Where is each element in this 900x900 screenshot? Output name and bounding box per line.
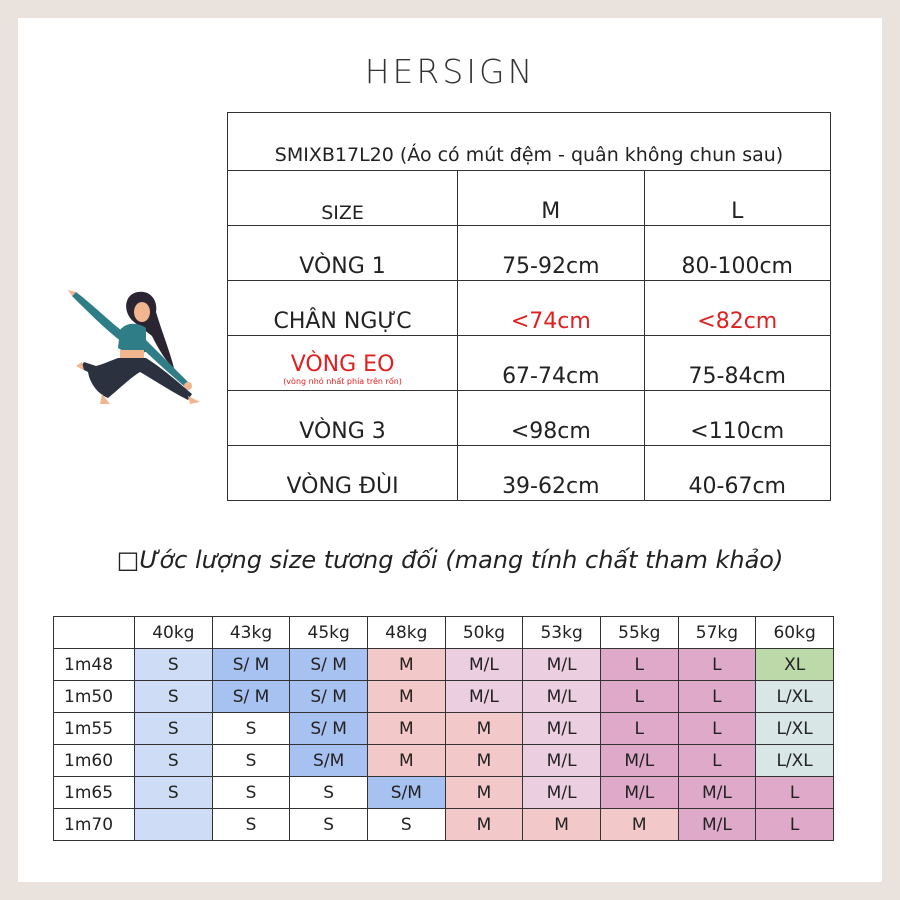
estimate-size-cell: M [445, 713, 523, 745]
spec-row-l: <110cm [644, 391, 831, 446]
size-estimate-table [53, 616, 834, 841]
spec-row-m: 67-74cm [458, 336, 644, 391]
spec-header-size: SIZE [228, 171, 458, 226]
estimate-size-cell: M [367, 681, 445, 713]
estimate-size-cell: S [135, 713, 213, 745]
estimate-size-cell: L [756, 777, 834, 809]
estimate-size-cell: M [367, 713, 445, 745]
estimate-weight-header: 53kg [523, 617, 601, 649]
spec-row-m: <74cm [458, 281, 644, 336]
estimate-weight-header: 45kg [290, 617, 368, 649]
estimate-size-cell: S/ M [212, 649, 290, 681]
estimate-height-label: 1m48 [54, 649, 135, 681]
estimate-size-cell: M/L [523, 681, 601, 713]
estimate-size-cell: S [135, 777, 213, 809]
estimate-size-cell: M [367, 745, 445, 777]
spec-row [228, 446, 831, 501]
estimate-size-cell: M [600, 809, 678, 841]
estimate-row [54, 809, 834, 841]
spec-row-label: VÒNG ĐÙI [228, 446, 458, 501]
spec-row-l: <82cm [644, 281, 831, 336]
spec-row-label-cell [228, 336, 458, 391]
brand-logo: HERSIGN [364, 52, 536, 91]
estimate-size-cell: M/L [600, 777, 678, 809]
estimate-size-cell: L/XL [756, 681, 834, 713]
estimate-size-cell: M [445, 745, 523, 777]
estimate-weight-header: 50kg [445, 617, 523, 649]
estimate-size-cell: S [290, 777, 368, 809]
estimate-size-cell: L/XL [756, 745, 834, 777]
estimate-row [54, 777, 834, 809]
spec-row [228, 281, 831, 336]
estimate-size-cell: S/ M [290, 681, 368, 713]
estimate-size-cell: L [756, 809, 834, 841]
estimate-height-label: 1m60 [54, 745, 135, 777]
estimate-size-cell: M/L [523, 777, 601, 809]
estimate-size-cell: S [290, 809, 368, 841]
estimate-size-cell: S [135, 745, 213, 777]
spec-row-m: 39-62cm [458, 446, 644, 501]
spec-title-row [228, 113, 831, 171]
estimate-size-cell: S [212, 777, 290, 809]
estimate-size-cell: L [678, 681, 756, 713]
estimate-size-cell: M [523, 809, 601, 841]
size-spec-table [227, 112, 831, 501]
estimate-size-cell: XL [756, 649, 834, 681]
estimate-weight-header: 40kg [135, 617, 213, 649]
estimate-size-cell: S/ M [212, 681, 290, 713]
estimate-size-cell: S/ M [290, 713, 368, 745]
estimate-weight-header: 60kg [756, 617, 834, 649]
estimate-size-cell: S [212, 713, 290, 745]
estimate-size-cell: L/XL [756, 713, 834, 745]
estimate-height-label: 1m55 [54, 713, 135, 745]
spec-row [228, 391, 831, 446]
yoga-woman-illustration [62, 282, 212, 412]
estimate-size-cell: S [135, 649, 213, 681]
spec-row-m: <98cm [458, 391, 644, 446]
spec-row [228, 336, 831, 391]
spec-row-label: VÒNG 3 [228, 391, 458, 446]
estimate-weight-header: 43kg [212, 617, 290, 649]
estimate-corner-cell [54, 617, 135, 649]
estimate-size-cell: L [678, 649, 756, 681]
estimate-size-cell: M/L [523, 713, 601, 745]
estimate-size-cell: M [367, 649, 445, 681]
spec-row-label: VÒNG 1 [228, 226, 458, 281]
estimate-size-cell: L [600, 681, 678, 713]
spec-row-label: CHÂN NGỰC [228, 281, 458, 336]
estimate-size-cell: S [212, 745, 290, 777]
estimate-row [54, 649, 834, 681]
estimate-size-cell: M/L [678, 809, 756, 841]
spec-row [228, 226, 831, 281]
estimate-size-cell: L [600, 649, 678, 681]
estimate-weight-header: 57kg [678, 617, 756, 649]
estimate-height-label: 1m70 [54, 809, 135, 841]
spec-header-l: L [644, 171, 831, 226]
spec-row-label: VÒNG EO [290, 352, 395, 377]
estimate-size-cell: L [600, 713, 678, 745]
estimate-size-cell: M/L [678, 777, 756, 809]
estimate-size-cell: S/M [290, 745, 368, 777]
estimate-row [54, 681, 834, 713]
estimate-size-cell: M [445, 809, 523, 841]
estimate-size-cell: L [678, 745, 756, 777]
spec-row-l: 75-84cm [644, 336, 831, 391]
estimate-size-cell: S [135, 681, 213, 713]
spec-row-l: 40-67cm [644, 446, 831, 501]
spec-title: SMIXB17L20 (Áo có mút đệm - quân không chun sau) [228, 113, 831, 171]
estimate-row [54, 745, 834, 777]
estimate-size-cell: S/ M [290, 649, 368, 681]
estimate-size-cell: M/L [445, 681, 523, 713]
estimate-size-cell: M/L [523, 649, 601, 681]
spec-header-row [228, 171, 831, 226]
spec-row-l: 80-100cm [644, 226, 831, 281]
estimate-size-cell [135, 809, 213, 841]
estimate-size-cell: M/L [600, 745, 678, 777]
estimate-size-cell: M [445, 777, 523, 809]
spec-header-m: M [458, 171, 644, 226]
estimate-size-cell: S/M [367, 777, 445, 809]
estimate-height-label: 1m65 [54, 777, 135, 809]
estimate-size-cell: M/L [523, 745, 601, 777]
estimate-caption: □Ước lượng size tương đối (mang tính chất tham khảo) [116, 546, 784, 574]
estimate-row [54, 713, 834, 745]
estimate-size-cell: S [212, 809, 290, 841]
estimate-height-label: 1m50 [54, 681, 135, 713]
spec-row-note: (vòng nhỏ nhất phía trên rốn) [283, 377, 402, 386]
estimate-size-cell: L [678, 713, 756, 745]
estimate-size-cell: M/L [445, 649, 523, 681]
spec-row-m: 75-92cm [458, 226, 644, 281]
estimate-header-row [54, 617, 834, 649]
estimate-weight-header: 55kg [600, 617, 678, 649]
estimate-weight-header: 48kg [367, 617, 445, 649]
estimate-size-cell: S [367, 809, 445, 841]
